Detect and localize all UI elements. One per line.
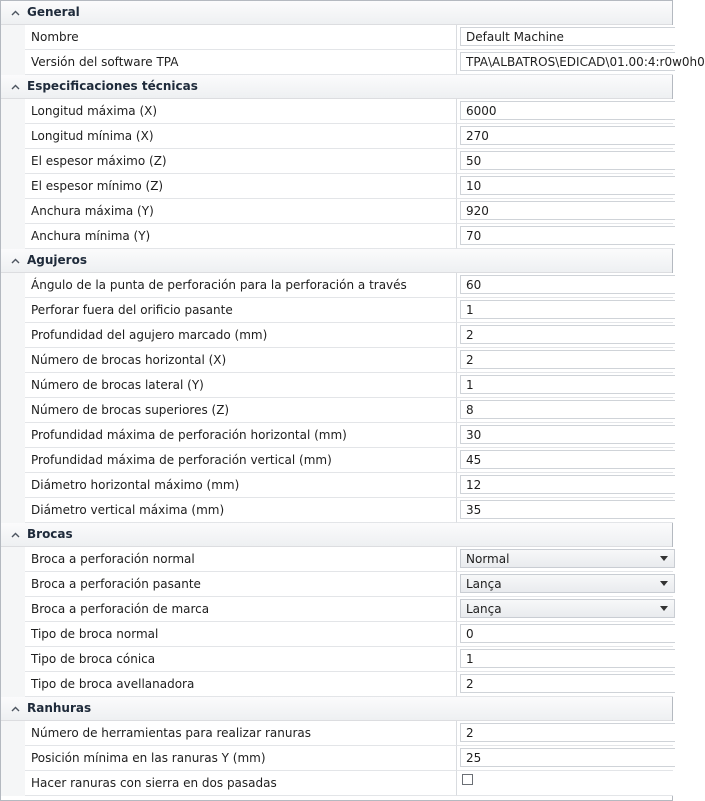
property-value-cell[interactable] [457,124,673,149]
property-row [1,298,672,323]
property-input[interactable] [460,723,675,742]
property-value-cell[interactable] [457,647,673,672]
property-input[interactable] [460,475,675,494]
property-row [1,348,672,373]
property-label-cell[interactable] [25,50,457,75]
row-gutter [1,149,25,174]
section-header-ranhuras[interactable] [1,697,672,721]
property-select[interactable] [460,549,675,568]
property-value: 2 [466,328,474,342]
property-value-cell[interactable] [457,448,673,473]
property-value-cell[interactable] [457,99,673,124]
property-label-cell[interactable] [25,597,457,622]
row-gutter [1,25,25,50]
property-input[interactable] [460,450,675,469]
property-value: 6000 [466,104,497,118]
property-value-cell[interactable] [457,348,673,373]
property-label-cell[interactable] [25,423,457,448]
property-row [1,622,672,647]
property-label: Anchura máxima (Y) [31,204,154,218]
property-label: Diámetro vertical máxima (mm) [31,503,225,517]
section-header-especificaciones-tecnicas[interactable] [1,75,672,99]
section-title: Brocas [27,527,73,541]
row-gutter [1,448,25,473]
property-label: Perforar fuera del orificio pasante [31,303,233,317]
row-gutter [1,199,25,224]
property-value-cell[interactable] [457,174,673,199]
property-label-cell[interactable] [25,448,457,473]
property-label: Broca a perforación normal [31,552,195,566]
property-input[interactable] [460,300,675,319]
property-label: Versión del software TPA [31,55,179,69]
property-input[interactable] [460,375,675,394]
property-value-cell[interactable] [457,622,673,647]
property-label-cell[interactable] [25,746,457,771]
property-input[interactable] [460,400,675,419]
property-value-cell[interactable] [457,224,673,249]
property-input[interactable] [460,325,675,344]
property-label: Número de brocas lateral (Y) [31,378,204,392]
property-input[interactable] [460,275,675,294]
property-value-cell[interactable] [457,423,673,448]
property-value: Default Machine [466,30,564,44]
property-value: 8 [466,403,474,417]
property-row [1,647,672,672]
property-row [1,323,672,348]
chevron-down-icon[interactable] [660,581,668,586]
row-gutter [1,373,25,398]
property-value-cell[interactable] [457,498,673,523]
property-row [1,547,672,572]
property-value: 12 [466,478,482,492]
property-label: Número de herramientas para realizar ranuras [31,726,312,740]
property-value-cell[interactable] [457,672,673,697]
property-row [1,423,672,448]
property-input[interactable] [460,500,675,519]
property-value-cell[interactable] [457,473,673,498]
property-label: Profundidad máxima de perforación vertical (mm) [31,453,332,467]
property-row [1,373,672,398]
property-value-cell[interactable] [457,398,673,423]
row-gutter [1,572,25,597]
property-label-cell[interactable] [25,498,457,523]
property-label-cell[interactable] [25,298,457,323]
property-row [1,498,672,523]
property-value: 0 [466,627,474,641]
property-row [1,771,672,796]
property-label-cell[interactable] [25,572,457,597]
property-value-cell[interactable] [457,273,673,298]
property-label-cell[interactable] [25,647,457,672]
chevron-down-icon[interactable] [660,556,668,561]
property-label: Longitud máxima (X) [31,104,158,118]
row-gutter [1,323,25,348]
property-value: 50 [466,154,482,168]
property-label: El espesor máximo (Z) [31,154,167,168]
property-row [1,224,672,249]
property-label: Tipo de broca avellanadora [31,677,195,691]
row-gutter [1,398,25,423]
property-label: Tipo de broca cónica [31,652,156,666]
property-input[interactable] [460,126,675,145]
property-value: 10 [466,179,482,193]
chevron-up-icon[interactable] [10,704,21,714]
property-value-cell[interactable] [457,323,673,348]
property-value: 1 [466,652,474,666]
property-input[interactable] [460,674,675,693]
property-value: 920 [466,204,489,218]
property-value: 2 [466,677,474,691]
section-title: Especificaciones técnicas [27,79,198,93]
property-value: 60 [466,278,482,292]
row-gutter [1,348,25,373]
row-gutter [1,50,25,75]
property-label: Broca a perforación pasante [31,577,201,591]
property-row [1,448,672,473]
property-label: Diámetro horizontal máximo (mm) [31,478,240,492]
property-label-cell[interactable] [25,199,457,224]
property-label: Posición mínima en las ranuras Y (mm) [31,751,266,765]
property-label-cell[interactable] [25,124,457,149]
property-label-cell[interactable] [25,25,457,50]
property-value: 2 [466,726,474,740]
property-input[interactable] [460,151,675,170]
property-value: 270 [466,129,489,143]
property-input[interactable] [460,52,705,71]
property-row [1,199,672,224]
row-gutter [1,721,25,746]
property-select-value: Lança [466,577,502,591]
property-label-cell[interactable] [25,348,457,373]
property-label: Anchura mínima (Y) [31,229,151,243]
property-select[interactable] [460,599,675,618]
property-label: Tipo de broca normal [31,627,159,641]
property-value-cell[interactable] [457,597,673,622]
property-value: TPA\ALBATROS\EDICAD\01.00:4:r0w0h0 [466,55,705,69]
property-row [1,572,672,597]
property-label: Ángulo de la punta de perforación para la perforación a través [31,278,407,292]
property-value-cell[interactable] [457,771,673,796]
row-gutter [1,99,25,124]
property-label-cell[interactable] [25,473,457,498]
property-row [1,124,672,149]
property-input[interactable] [460,101,675,120]
row-gutter [1,746,25,771]
section-header-brocas[interactable] [1,523,672,547]
row-gutter [1,597,25,622]
row-gutter [1,423,25,448]
property-value: 45 [466,453,482,467]
property-label: Hacer ranuras con sierra en dos pasadas [31,776,277,790]
chevron-down-icon[interactable] [660,606,668,611]
row-gutter [1,672,25,697]
chevron-up-icon[interactable] [10,82,21,92]
property-checkbox[interactable] [462,774,473,785]
property-label-cell[interactable] [25,224,457,249]
property-input[interactable] [460,226,675,245]
property-row [1,721,672,746]
property-row [1,597,672,622]
row-gutter [1,647,25,672]
property-value: 2 [466,353,474,367]
property-row [1,25,672,50]
section-title: Agujeros [27,253,87,267]
property-input[interactable] [460,624,675,643]
property-value: 30 [466,428,482,442]
chevron-up-icon[interactable] [10,256,21,266]
property-label-cell[interactable] [25,149,457,174]
section-header-general[interactable] [1,1,672,25]
property-value-cell[interactable] [457,572,673,597]
row-gutter [1,771,25,796]
row-gutter [1,224,25,249]
row-gutter [1,273,25,298]
property-value-cell[interactable] [457,199,673,224]
property-label-cell[interactable] [25,721,457,746]
property-label-cell[interactable] [25,99,457,124]
property-label-cell[interactable] [25,373,457,398]
property-label-cell[interactable] [25,622,457,647]
section-title: General [27,5,80,19]
property-label-cell[interactable] [25,771,457,796]
property-value: 1 [466,303,474,317]
property-label-cell[interactable] [25,323,457,348]
property-row [1,174,672,199]
property-value-cell[interactable] [457,373,673,398]
property-row [1,672,672,697]
section-header-agujeros[interactable] [1,249,672,273]
property-input[interactable] [460,425,675,444]
property-label: Profundidad máxima de perforación horizontal (mm) [31,428,347,442]
property-label: Longitud mínima (X) [31,129,154,143]
property-value: 25 [466,751,482,765]
row-gutter [1,174,25,199]
property-row [1,149,672,174]
property-label-cell[interactable] [25,398,457,423]
property-label: El espesor mínimo (Z) [31,179,164,193]
chevron-up-icon[interactable] [10,530,21,540]
property-label-cell[interactable] [25,547,457,572]
property-row [1,398,672,423]
property-value: 70 [466,229,482,243]
property-value-cell[interactable] [457,25,673,50]
property-value-cell[interactable] [457,149,673,174]
property-label: Profundidad del agujero marcado (mm) [31,328,268,342]
property-value-cell[interactable] [457,746,673,771]
property-label-cell[interactable] [25,174,457,199]
property-value: 35 [466,503,482,517]
property-input[interactable] [460,748,675,767]
property-row [1,473,672,498]
property-value-cell[interactable] [457,298,673,323]
property-label: Número de brocas horizontal (X) [31,353,227,367]
property-label-cell[interactable] [25,672,457,697]
row-gutter [1,298,25,323]
property-row [1,746,672,771]
property-row [1,99,672,124]
property-label-cell[interactable] [25,273,457,298]
row-gutter [1,622,25,647]
property-label: Número de brocas superiores (Z) [31,403,230,417]
property-label: Nombre [31,30,79,44]
row-gutter [1,547,25,572]
section-title: Ranhuras [27,701,92,715]
property-select[interactable] [460,574,675,593]
row-gutter [1,498,25,523]
property-label: Broca a perforación de marca [31,602,210,616]
property-input[interactable] [460,201,675,220]
row-gutter [1,473,25,498]
property-input[interactable] [460,176,675,195]
row-gutter [1,124,25,149]
property-input[interactable] [460,350,675,369]
property-value-cell[interactable] [457,50,705,75]
property-input[interactable] [460,649,675,668]
property-value-cell[interactable] [457,721,673,746]
property-row [1,273,672,298]
property-select-value: Lança [466,602,502,616]
chevron-up-icon[interactable] [10,8,21,18]
property-value-cell[interactable] [457,547,673,572]
property-row [1,50,705,75]
property-select-value: Normal [466,552,510,566]
property-value: 1 [466,378,474,392]
property-input[interactable] [460,27,675,46]
